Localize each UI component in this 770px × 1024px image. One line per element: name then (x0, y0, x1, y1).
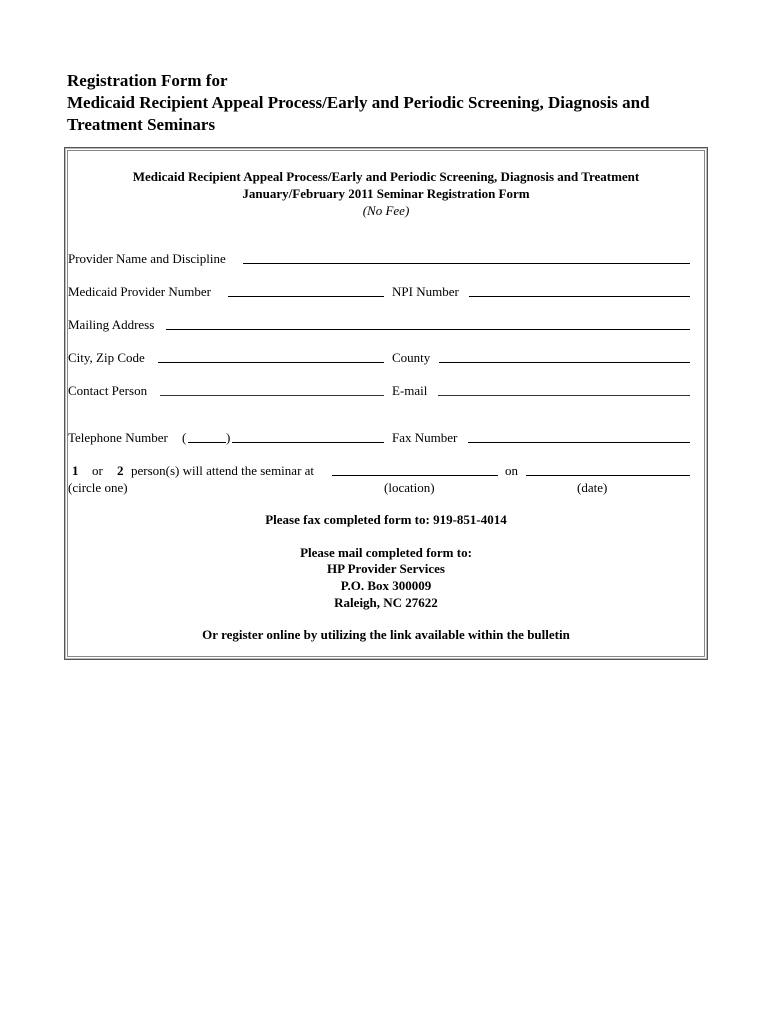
location-caption: (location) (384, 480, 435, 495)
circle-one-note: (circle one) (68, 480, 128, 495)
attendance-text: person(s) will attend the seminar at (131, 463, 315, 478)
city-zip-field[interactable] (158, 362, 384, 363)
medicaid-provider-number-field[interactable] (228, 296, 384, 297)
heading-line-2: Medicaid Recipient Appeal Process/Early and Periodic Screening, Diagnosis and (67, 93, 650, 112)
location-field[interactable] (332, 475, 498, 476)
fee-note: (No Fee) (362, 203, 410, 218)
contact-person-field[interactable] (160, 395, 384, 396)
date-field[interactable] (526, 475, 690, 476)
telephone-field[interactable] (232, 442, 384, 443)
provider-name-field[interactable] (243, 263, 690, 264)
fax-number-label: Fax Number (392, 430, 458, 445)
fax-number-field[interactable] (468, 442, 690, 443)
telephone-paren-close: ) (226, 430, 231, 445)
mail-address-line-2: P.O. Box 300009 (340, 578, 432, 593)
email-field[interactable] (438, 395, 690, 396)
mail-address-line-1: HP Provider Services (327, 561, 445, 576)
telephone-label: Telephone Number (68, 430, 168, 445)
county-field[interactable] (439, 362, 690, 363)
attendance-option-2[interactable]: 2 (117, 463, 124, 478)
mailing-address-field[interactable] (166, 329, 690, 330)
form-subtitle: January/February 2011 Seminar Registration Form (242, 186, 530, 201)
attendance-option-1[interactable]: 1 (72, 463, 79, 478)
page-heading (67, 70, 727, 136)
heading-line-3: Treatment Seminars (67, 115, 216, 134)
mailing-address-label: Mailing Address (68, 317, 155, 332)
mail-address-line-3: Raleigh, NC 27622 (334, 595, 438, 610)
fax-instruction: Please fax completed form to: 919-851-4014 (265, 512, 507, 527)
online-registration-note: Or register online by utilizing the link available within the bulletin (202, 627, 570, 642)
heading-line-1: Registration Form for (67, 71, 228, 90)
city-zip-label: City, Zip Code (68, 350, 145, 365)
provider-name-label: Provider Name and Discipline (68, 251, 226, 266)
npi-number-field[interactable] (469, 296, 690, 297)
email-label: E-mail (392, 383, 428, 398)
mail-instruction: Please mail completed form to: (300, 545, 472, 560)
attendance-or: or (92, 463, 103, 478)
attendance-on: on (505, 463, 518, 478)
county-label: County (392, 350, 431, 365)
contact-person-label: Contact Person (68, 383, 148, 398)
date-caption: (date) (577, 480, 608, 495)
area-code-field[interactable] (188, 442, 226, 443)
telephone-paren-open: ( (182, 430, 187, 445)
medicaid-provider-number-label: Medicaid Provider Number (68, 284, 211, 299)
npi-number-label: NPI Number (392, 284, 459, 299)
form-title: Medicaid Recipient Appeal Process/Early and Periodic Screening, Diagnosis and Treatment (132, 169, 640, 184)
